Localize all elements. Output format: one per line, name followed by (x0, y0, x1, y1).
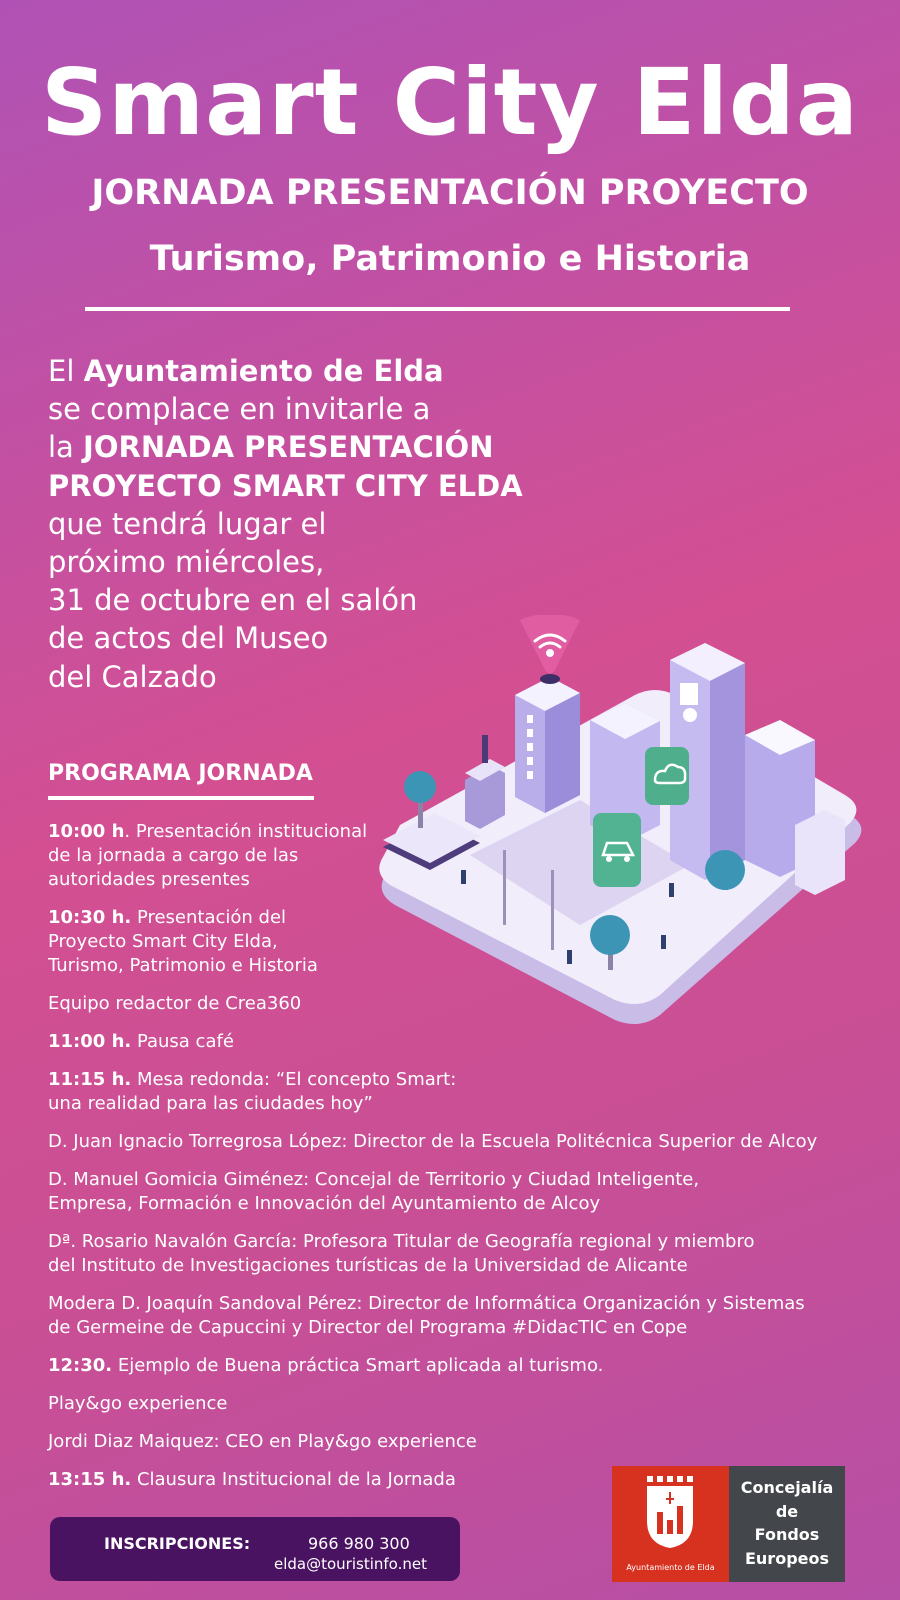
smart-city-illustration (375, 615, 880, 1074)
program-item: Dª. Rosario Navalón García: Profesora Titular de Geografía regional y miembro del Instituto de Investigaciones turísticas de la Universidad de Alicante (48, 1231, 755, 1276)
program-item: 11:00 h. Pausa café (48, 1031, 234, 1052)
city-shield-icon (612, 1466, 729, 1562)
poster-theme: Turismo, Patrimonio e Historia (149, 239, 751, 279)
concejalia-label: Concejalía de Fondos Europeos (740, 1478, 834, 1568)
program-item: D. Manuel Gomicia Giménez: Concejal de Territorio y Ciudad Inteligente, Empresa, Formación e Innovación del Ayuntamiento de Alcoy (48, 1169, 700, 1214)
ayuntamiento-caption: Ayuntamiento de Elda (626, 1563, 715, 1572)
program-item: Play&go experience (48, 1393, 228, 1414)
invitation-line: El Ayuntamiento de Elda (48, 354, 444, 388)
invitation-line: próximo miércoles, (48, 545, 325, 580)
invitation-line: se complace en invitarle a (48, 392, 431, 427)
program-item: 10:00 h. Presentación institucional de la jornada a cargo de las autoridades presentes (48, 821, 368, 890)
program-item: Modera D. Joaquín Sandoval Pérez: Director de Informática Organización y Sistemas de Germeine de Capuccini y Director del Programa #DidacTIC en Cope (48, 1293, 805, 1338)
program-item: D. Juan Ignacio Torregrosa López: Director de la Escuela Politécnica Superior de Alcoy (48, 1131, 818, 1152)
program-heading-underline (48, 796, 314, 800)
invitation-line: PROYECTO SMART CITY ELDA (48, 468, 523, 503)
program-item: 11:15 h. Mesa redonda: “El concepto Smart: una realidad para las ciudades hoy” (48, 1069, 457, 1114)
cloud-icon (645, 747, 689, 805)
registration-label: INSCRIPCIONES: (104, 1534, 251, 1553)
invitation-line: que tendrá lugar el (48, 506, 327, 541)
car-icon (593, 813, 641, 887)
invitation-line: la JORNADA PRESENTACIÓN (48, 430, 494, 465)
registration-email[interactable]: elda@touristinfo.net (274, 1555, 427, 1573)
registration-phone[interactable]: 966 980 300 (308, 1534, 410, 1553)
program-heading: PROGRAMA JORNADA (48, 761, 313, 786)
poster-title: Smart City Elda (41, 49, 859, 156)
invitation-line: de actos del Museo (48, 621, 329, 656)
poster-subtitle: JORNADA PRESENTACIÓN PROYECTO (91, 173, 809, 213)
header-divider (85, 307, 790, 311)
program-item: Equipo redactor de Crea360 (48, 993, 302, 1014)
invitation-line: del Calzado (48, 659, 217, 694)
program-item: Jordi Diaz Maiquez: CEO en Play&go experience (48, 1431, 477, 1452)
host-name: Ayuntamiento de Elda (83, 354, 444, 388)
program-item: 13:15 h. Clausura Institucional de la Jornada (48, 1469, 456, 1490)
program-item: 10:30 h. Presentación del Proyecto Smart City Elda, Turismo, Patrimonio e Historia (48, 907, 318, 976)
invitation-line: 31 de octubre en el salón (48, 583, 418, 618)
program-item: 12:30. Ejemplo de Buena práctica Smart aplicada al turismo. (48, 1355, 604, 1376)
event-name: JORNADA PRESENTACIÓN (83, 430, 494, 465)
